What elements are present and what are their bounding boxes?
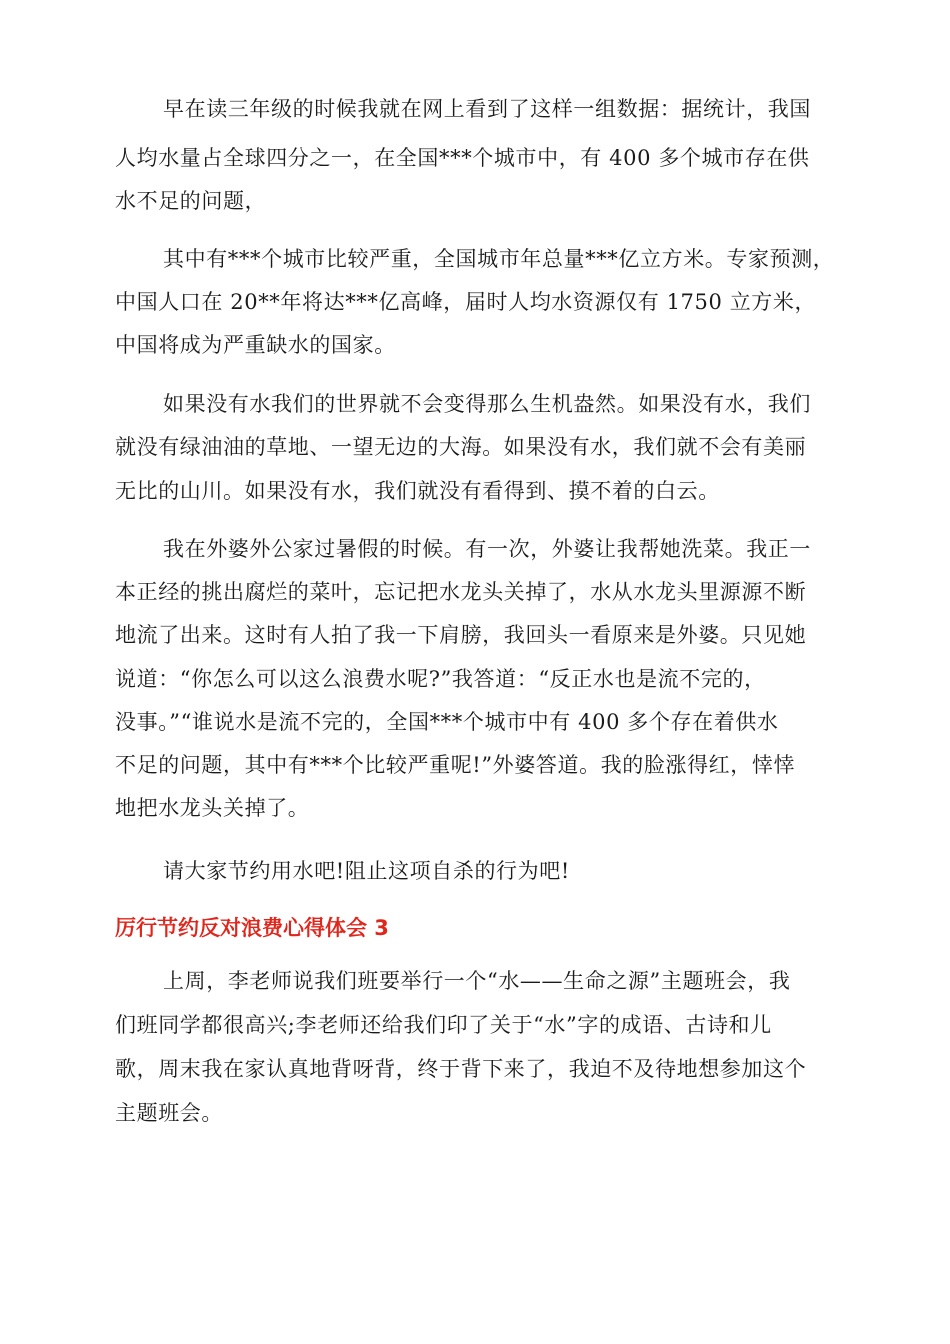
section-heading: 厉行节约反对浪费心得体会 3 (115, 916, 389, 940)
paragraph-1-line-3: 水不足的问题， (115, 189, 267, 213)
paragraph-3-line-1: 如果没有水我们的世界就不会变得那么生机盎然。如果没有水，我们 (163, 392, 811, 416)
paragraph-4-line-6: 不足的问题，其中有***个比较严重呢!”外婆答道。我的脸涨得红，悻悻 (115, 753, 796, 777)
paragraph-2-line-1: 其中有***个城市比较严重，全国城市年总量***亿立方米。专家预测， (163, 247, 835, 271)
final-paragraph-line-3: 歌，周末我在家认真地背呀背，终于背下来了，我迫不及待地想参加这个 (115, 1057, 807, 1081)
paragraph-2-line-2: 中国人口在 20**年将达***亿高峰，届时人均水资源仅有 1750 立方米， (115, 290, 817, 314)
paragraph-1-line-1: 早在读三年级的时候我就在网上看到了这样一组数据：据统计，我国 (163, 97, 811, 121)
paragraph-4-line-5: 没事。”“谁说水是流不完的，全国***个城市中有 400 多个存在着供水 (115, 710, 779, 734)
paragraph-2-line-3: 中国将成为严重缺水的国家。 (115, 333, 396, 357)
paragraph-4-line-4: 说道：“你怎么可以这么浪费水呢?”我答道：“反正水也是流不完的， (115, 667, 766, 691)
paragraph-5-line-1: 请大家节约用水吧!阻止这项自杀的行为吧! (163, 859, 570, 883)
paragraph-4-line-7: 地把水龙头关掉了。 (115, 796, 310, 820)
paragraph-4-line-2: 本正经的挑出腐烂的菜叶，忘记把水龙头关掉了，水从水龙头里源源不断 (115, 580, 807, 604)
paragraph-3-line-2: 就没有绿油油的草地、一望无边的大海。如果没有水，我们就不会有美丽 (115, 435, 807, 459)
paragraph-1-line-2: 人均水量占全球四分之一，在全国***个城市中，有 400 多个城市存在供 (115, 146, 810, 170)
final-paragraph-line-4: 主题班会。 (115, 1101, 223, 1125)
paragraph-4-line-3: 地流了出来。这时有人拍了我一下肩膀，我回头一看原来是外婆。只见她 (115, 623, 807, 647)
paragraph-3-line-3: 无比的山川。如果没有水，我们就没有看得到、摸不着的白云。 (115, 479, 720, 503)
final-paragraph-line-1: 上周，李老师说我们班要举行一个“水——生命之源”主题班会，我 (163, 969, 791, 993)
paragraph-4-line-1: 我在外婆外公家过暑假的时候。有一次，外婆让我帮她洗菜。我正一 (163, 537, 811, 561)
final-paragraph-line-2: 们班同学都很高兴;李老师还给我们印了关于“水”字的成语、古诗和儿 (115, 1013, 772, 1037)
